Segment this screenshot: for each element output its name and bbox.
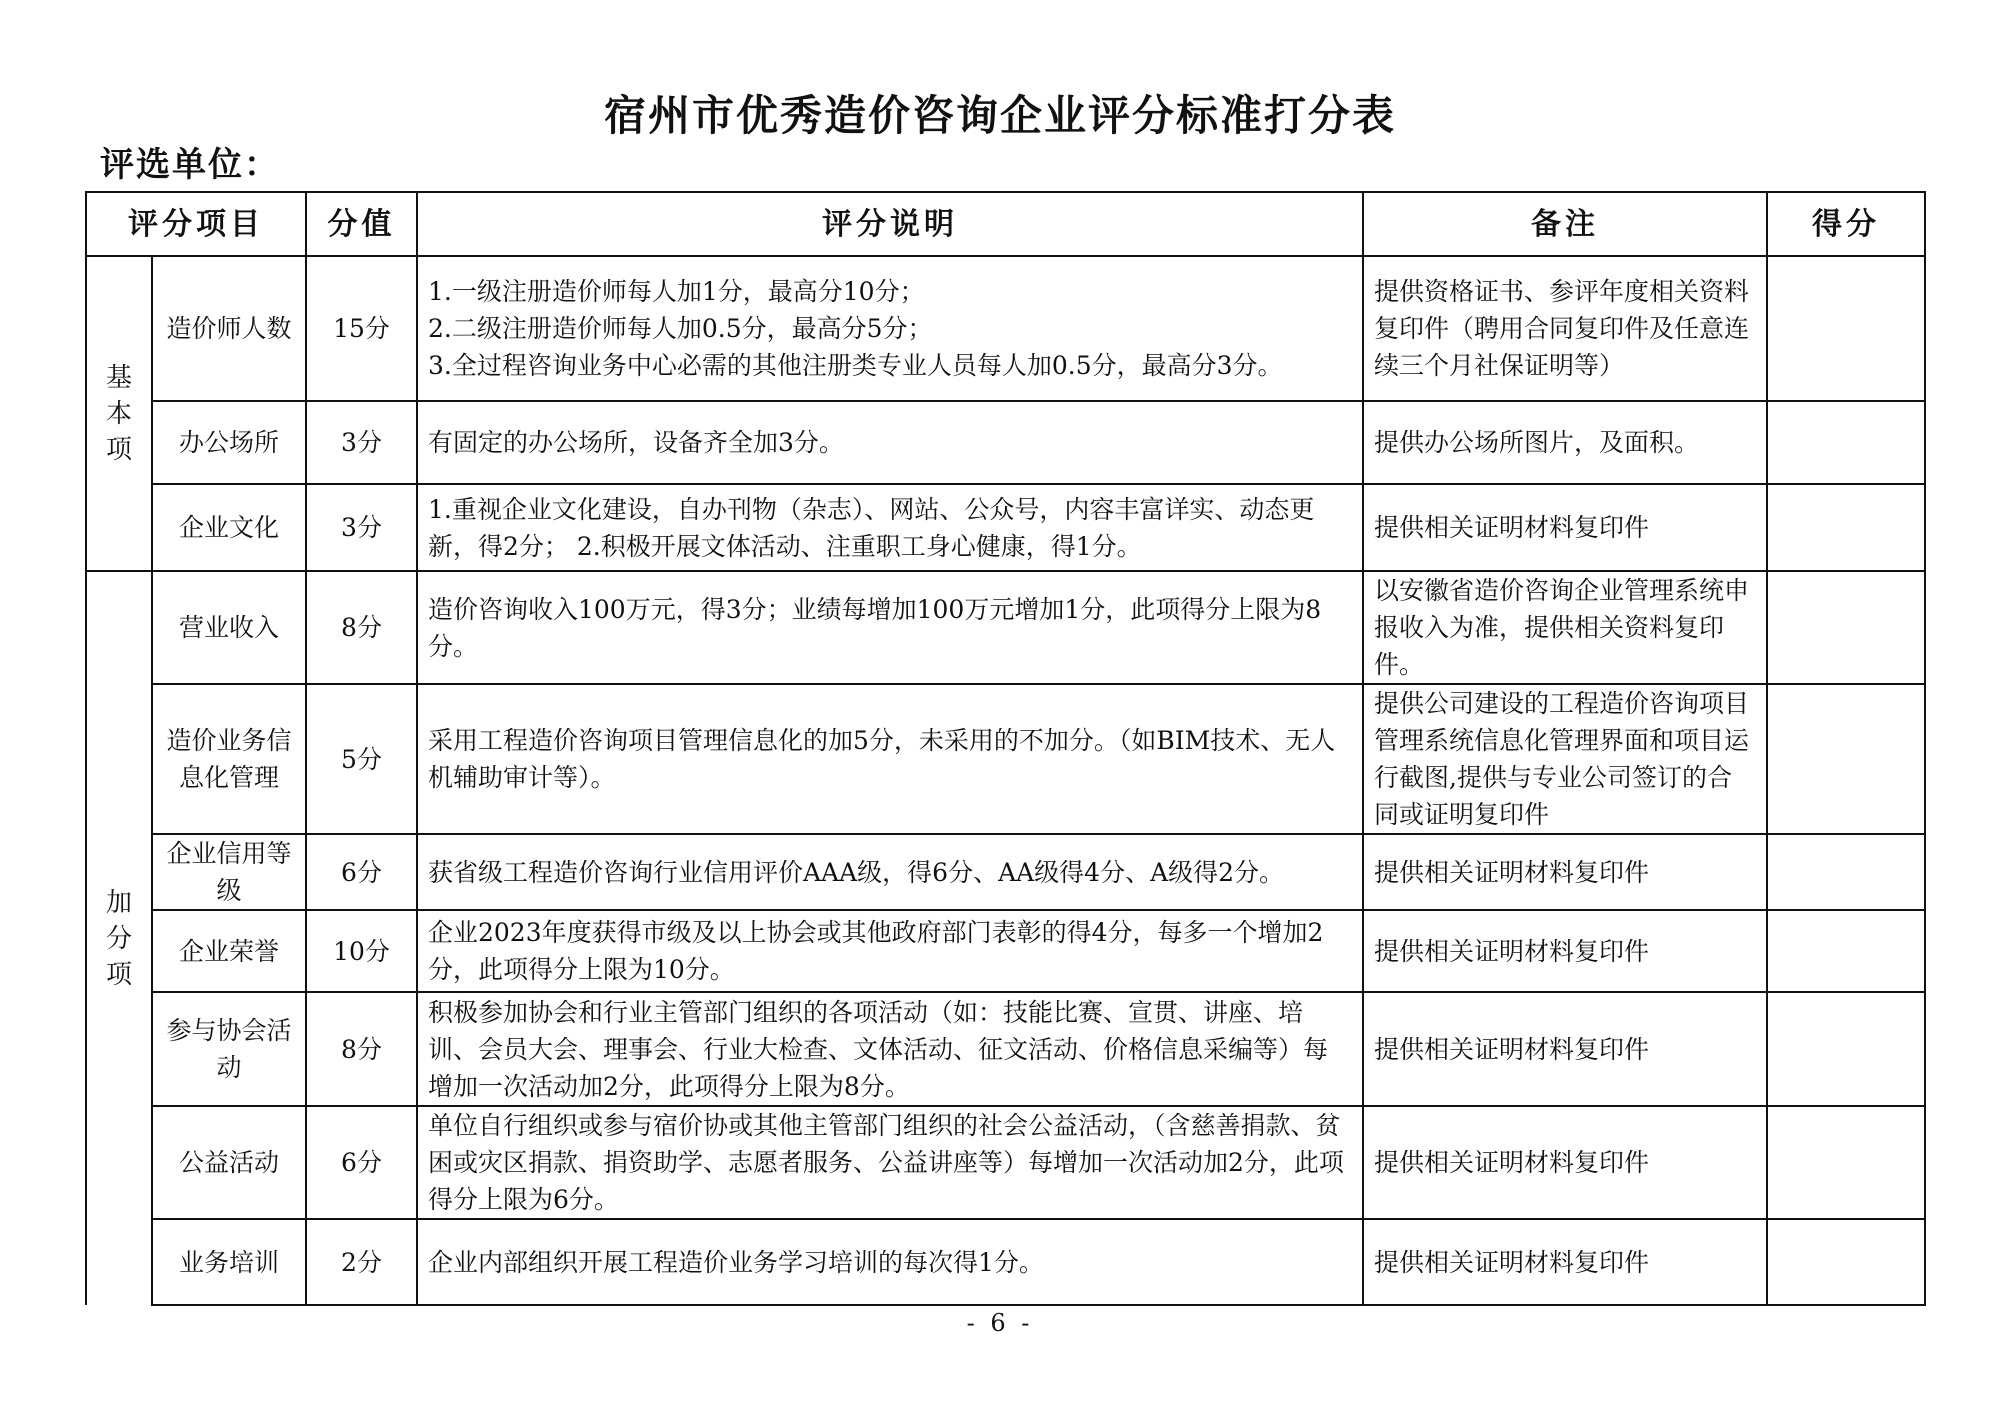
row-item: 营业收入 — [152, 571, 306, 684]
row-remark: 提供相关证明材料复印件 — [1363, 992, 1767, 1106]
group-bonus: 加分项 — [86, 571, 152, 1305]
row-score[interactable] — [1767, 571, 1925, 684]
row-score[interactable] — [1767, 1219, 1925, 1305]
table-row — [86, 484, 1925, 571]
row-remark: 提供办公场所图片，及面积。 — [1363, 401, 1767, 484]
row-score[interactable] — [1767, 684, 1925, 834]
row-item: 造价师人数 — [152, 256, 306, 401]
scoring-table — [85, 191, 1926, 1306]
table-row — [86, 1219, 1925, 1305]
header-score: 得分 — [1767, 192, 1925, 256]
row-score[interactable] — [1767, 484, 1925, 571]
row-item: 造价业务信息化管理 — [152, 684, 306, 834]
row-points: 5分 — [306, 684, 417, 834]
row-remark: 提供相关证明材料复印件 — [1363, 910, 1767, 992]
row-description: 企业内部组织开展工程造价业务学习培训的每次得1分。 — [417, 1219, 1363, 1305]
row-description: 采用工程造价咨询项目管理信息化的加5分，未采用的不加分。（如BIM技术、无人机辅助审计等）。 — [417, 684, 1363, 834]
row-remark: 提供资格证书、参评年度相关资料复印件（聘用合同复印件及任意连续三个月社保证明等） — [1363, 256, 1767, 401]
row-points: 10分 — [306, 910, 417, 992]
row-points: 6分 — [306, 834, 417, 910]
row-points: 2分 — [306, 1219, 417, 1305]
row-points: 3分 — [306, 401, 417, 484]
unit-label: 评选单位： — [100, 145, 280, 185]
page-title: 宿州市优秀造价咨询企业评分标准打分表 — [603, 91, 1396, 140]
row-item: 公益活动 — [152, 1106, 306, 1219]
table-row — [86, 834, 1925, 910]
row-score[interactable] — [1767, 401, 1925, 484]
table-row — [86, 571, 1925, 684]
row-score[interactable] — [1767, 992, 1925, 1106]
row-remark: 以安徽省造价咨询企业管理系统申报收入为准，提供相关资料复印件。 — [1363, 571, 1767, 684]
table-row — [86, 401, 1925, 484]
row-points: 6分 — [306, 1106, 417, 1219]
row-description: 积极参加协会和行业主管部门组织的各项活动（如：技能比赛、宣贯、讲座、培训、会员大会、理事会、行业大检查、文体活动、征文活动、价格信息采编等）每增加一次活动加2分，此项得分上限为8分。 — [417, 992, 1363, 1106]
row-description: 1.一级注册造价师每人加1分，最高分10分； 2.二级注册造价师每人加0.5分，最高分5分； 3.全过程咨询业务中心必需的其他注册类专业人员每人加0.5分，最高分3分。 — [417, 256, 1363, 401]
row-remark: 提供公司建设的工程造价咨询项目管理系统信息化管理界面和项目运行截图,提供与专业公司签订的合同或证明复印件 — [1363, 684, 1767, 834]
row-remark: 提供相关证明材料复印件 — [1363, 834, 1767, 910]
header-item: 评分项目 — [86, 192, 306, 256]
header-points: 分值 — [306, 192, 417, 256]
row-item: 企业荣誉 — [152, 910, 306, 992]
row-description: 有固定的办公场所，设备齐全加3分。 — [417, 401, 1363, 484]
row-item: 企业文化 — [152, 484, 306, 571]
row-points: 3分 — [306, 484, 417, 571]
row-points: 15分 — [306, 256, 417, 401]
row-description: 单位自行组织或参与宿价协或其他主管部门组织的社会公益活动，（含慈善捐款、贫困或灾区捐款、捐资助学、志愿者服务、公益讲座等）每增加一次活动加2分，此项得分上限为6分。 — [417, 1106, 1363, 1219]
row-points: 8分 — [306, 992, 417, 1106]
group-basic: 基本项 — [86, 256, 152, 571]
row-remark: 提供相关证明材料复印件 — [1363, 1106, 1767, 1219]
row-item: 企业信用等级 — [152, 834, 306, 910]
row-item: 参与协会活动 — [152, 992, 306, 1106]
row-description: 企业2023年度获得市级及以上协会或其他政府部门表彰的得4分，每多一个增加2分，此项得分上限为10分。 — [417, 910, 1363, 992]
row-description: 获省级工程造价咨询行业信用评价AAA级，得6分、AA级得4分、A级得2分。 — [417, 834, 1363, 910]
table-row — [86, 910, 1925, 992]
page-number: - 6 - — [966, 1309, 1034, 1337]
row-item: 业务培训 — [152, 1219, 306, 1305]
table-row — [86, 256, 1925, 401]
row-description: 1.重视企业文化建设，自办刊物（杂志）、网站、公众号，内容丰富详实、动态更新，得2分； 2.积极开展文体活动、注重职工身心健康，得1分。 — [417, 484, 1363, 571]
row-score[interactable] — [1767, 1106, 1925, 1219]
row-points: 8分 — [306, 571, 417, 684]
row-score[interactable] — [1767, 834, 1925, 910]
table-header-row — [86, 192, 1925, 256]
row-remark: 提供相关证明材料复印件 — [1363, 484, 1767, 571]
table-row — [86, 992, 1925, 1106]
header-description: 评分说明 — [417, 192, 1363, 256]
table-row — [86, 684, 1925, 834]
table-row — [86, 1106, 1925, 1219]
row-score[interactable] — [1767, 910, 1925, 992]
row-score[interactable] — [1767, 256, 1925, 401]
row-description: 造价咨询收入100万元，得3分；业绩每增加100万元增加1分，此项得分上限为8分。 — [417, 571, 1363, 684]
header-remark: 备注 — [1363, 192, 1767, 256]
row-remark: 提供相关证明材料复印件 — [1363, 1219, 1767, 1305]
row-item: 办公场所 — [152, 401, 306, 484]
